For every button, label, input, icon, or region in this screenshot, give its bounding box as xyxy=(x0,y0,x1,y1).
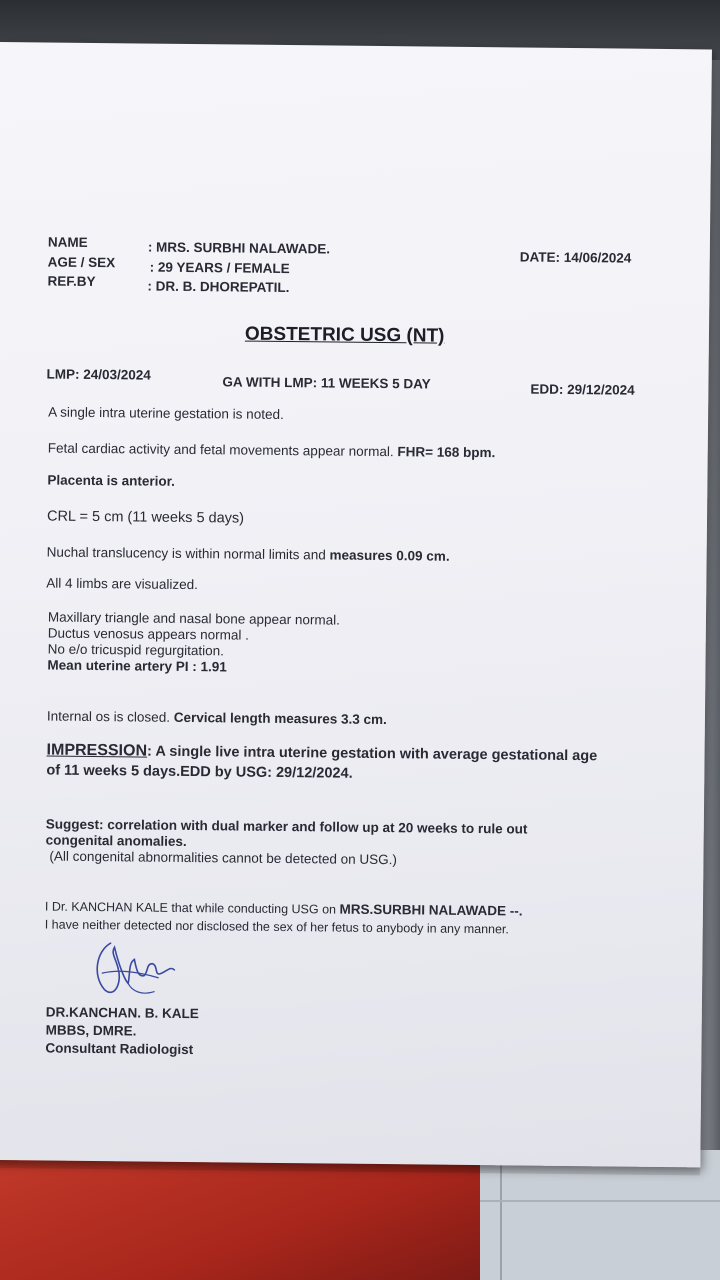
finding-maxillary: Maxillary triangle and nasal bone appear normal. xyxy=(47,609,340,628)
ref-value: : DR. B. DHOREPATIL. xyxy=(147,278,290,296)
impression-label: IMPRESSION xyxy=(46,741,148,760)
finding-crl: CRL = 5 cm (11 weeks 5 days) xyxy=(46,508,245,527)
suggest-line-3: (All congenital abnormalities cannot be detected on USG.) xyxy=(49,848,397,868)
cervical-length: Cervical length measures 3.3 cm. xyxy=(173,709,387,728)
nt-text: Nuchal translucency is within normal limits and xyxy=(46,544,326,563)
age-value: : 29 YEARS / FEMALE xyxy=(149,259,290,277)
finding-gestation: A single intra uterine gestation is noted. xyxy=(48,404,284,422)
edd: EDD: 29/12/2024 xyxy=(530,381,635,398)
suggest-line-1: Suggest: correlation with dual marker and follow up at 20 weeks to rule out xyxy=(45,816,528,837)
name-label: NAME xyxy=(47,234,88,250)
nt-measure: measures 0.09 cm. xyxy=(329,547,450,564)
declaration-patient: MRS.SURBHI NALAWADE --. xyxy=(339,901,523,919)
finding-internal-os xyxy=(47,709,387,729)
suggest-line-2: congenital anomalies. xyxy=(45,832,187,849)
finding-ductus: Ductus venosus appears normal . xyxy=(47,625,249,643)
impression-line-2: of 11 weeks 5 days.EDD by USG: 29/12/2024. xyxy=(46,762,353,782)
finding-nt xyxy=(47,545,450,565)
finding-limbs: All 4 limbs are visualized. xyxy=(46,575,198,593)
name-value: : MRS. SURBHI NALAWADE. xyxy=(147,239,331,257)
impression-line-1 xyxy=(46,743,597,765)
report-title: OBSTETRIC USG (NT) xyxy=(244,323,445,347)
impression-text: : A single live intra uterine gestation with average gestational age xyxy=(146,743,598,765)
lmp: LMP: 24/03/2024 xyxy=(46,366,151,383)
doctor-signature xyxy=(88,933,179,1004)
finding-tricuspid: No e/o tricuspid regurgitation. xyxy=(47,641,225,659)
report-date: DATE: 14/06/2024 xyxy=(519,249,632,266)
gestational-age: GA WITH LMP: 11 WEEKS 5 DAY xyxy=(222,374,431,392)
declaration-line-2: I have neither detected nor disclosed the sex of her fetus to anybody in any manner. xyxy=(44,917,509,937)
declaration-text: I Dr. KANCHAN KALE that while conducting USG on xyxy=(44,899,337,917)
os-text: Internal os is closed. xyxy=(46,708,171,725)
doctor-degree: MBBS, DMRE. xyxy=(45,1022,137,1039)
ref-label: REF.BY xyxy=(47,273,96,290)
doctor-name: DR.KANCHAN. B. KALE xyxy=(45,1004,199,1022)
finding-cardiac xyxy=(48,441,496,462)
finding-placenta: Placenta is anterior. xyxy=(47,472,176,489)
cardiac-text: Fetal cardiac activity and fetal movements appear normal. xyxy=(47,440,394,460)
fhr-value: FHR= 168 bpm. xyxy=(397,444,496,461)
finding-uterine-pi: Mean uterine artery PI : 1.91 xyxy=(47,657,227,675)
age-label: AGE / SEX xyxy=(47,254,116,271)
doctor-role: Consultant Radiologist xyxy=(45,1040,194,1058)
report-paper xyxy=(0,42,712,1167)
